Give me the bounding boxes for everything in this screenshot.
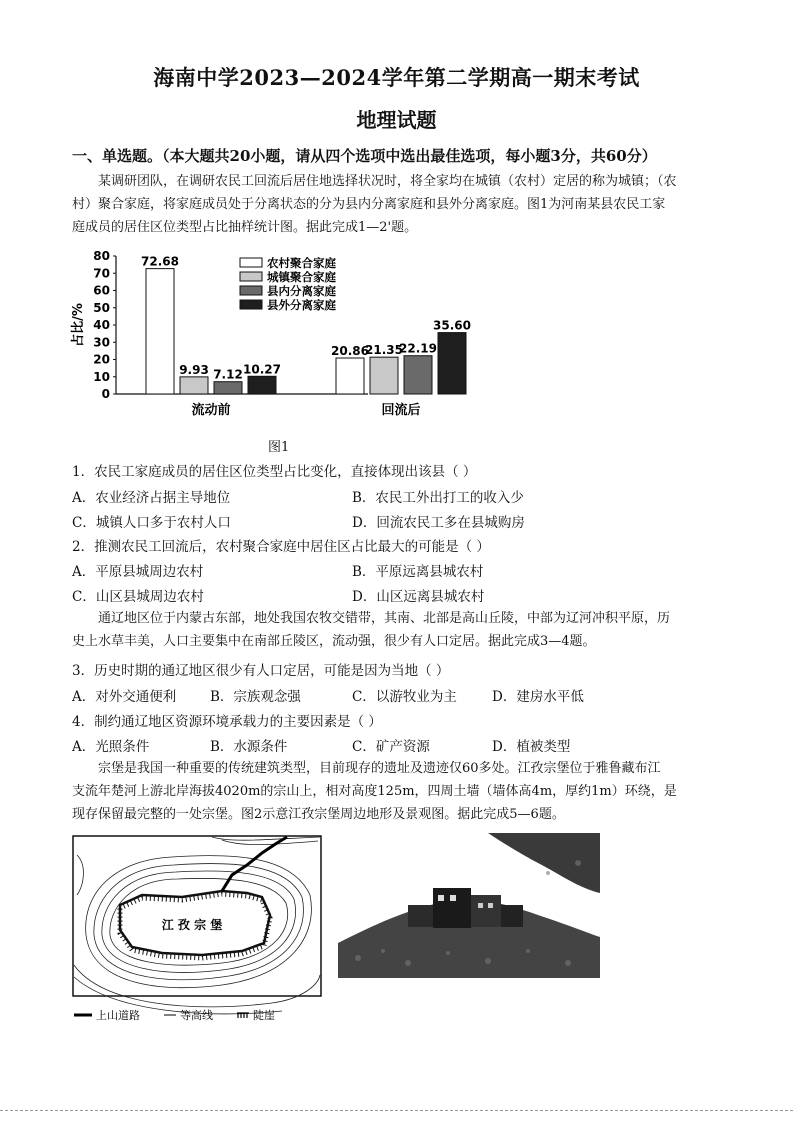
exam-subtitle: 地理试题 — [356, 108, 437, 132]
passage-1-line-1: 某调研团队，在调研农民工回流后居住地选择状况时，将全家均在城镇（农村）定居的称为城镇；（农 — [98, 174, 677, 189]
figure-1-bar-chart — [71, 248, 471, 423]
legend-label: 县外分离家庭 — [267, 298, 336, 312]
legend-swatch — [240, 258, 262, 267]
question-4-option-d[interactable]: D．植被类型 — [492, 739, 571, 755]
x-category-label: 流动前 — [191, 403, 231, 418]
question-4-option-b[interactable]: B．水源条件 — [210, 739, 288, 755]
passage-2-line-2: 史上水草丰美，人口主要集中在南部丘陵区，流动强，很少有人口定居。据此完成3—4题。 — [72, 634, 596, 649]
y-tick-label: 80 — [93, 249, 110, 263]
passage-2-line-1: 通辽地区位于内蒙古东部，地处我国农牧交错带，其南、北部是高山丘陵，中部为辽河冲积平原，历 — [98, 611, 671, 626]
bar — [180, 377, 208, 394]
legend-swatch — [240, 286, 262, 295]
question-3-stem: 3．历史时期的通辽地区很少有人口定居，可能是因为当地（ ） — [72, 663, 450, 679]
legend-swatch — [240, 300, 262, 309]
passage-3-line-3: 现存保留最完整的一处宗堡。图2示意江孜宗堡周边地形及景观图。据此完成5—6题。 — [72, 807, 565, 822]
y-tick-label: 60 — [93, 283, 110, 298]
y-tick-label: 40 — [93, 318, 110, 332]
question-3-option-a[interactable]: A．对外交通便利 — [72, 689, 177, 705]
passage-3 — [72, 757, 724, 826]
y-tick-label: 50 — [93, 300, 110, 315]
legend-label: 农村聚合家庭 — [267, 256, 336, 270]
bar — [336, 358, 364, 394]
bar — [438, 333, 466, 394]
bar — [214, 382, 242, 394]
bar — [370, 357, 398, 394]
figure-1-caption: 图1 — [268, 440, 290, 455]
y-tick-label: 30 — [93, 335, 110, 350]
passage-3-line-2: 支流年楚河上游北岸海拔4020m的宗山上，相对高度125m，四周土墙（墙体高4m，厚约1m）环绕，是 — [72, 784, 677, 799]
passage-1 — [72, 170, 724, 239]
bar-value-label: 10.27 — [243, 362, 281, 377]
question-4-stem: 4．制约通辽地区资源环境承载力的主要因素是（ ） — [72, 714, 382, 730]
question-1-stem: 1．农民工家庭成员的居住区位类型占比变化，直接体现出该县（ ） — [72, 464, 477, 480]
question-3-option-c[interactable]: C．以游牧业为主 — [352, 689, 457, 705]
bar-value-label: 21.35 — [365, 343, 403, 358]
figure-2-contour-map — [72, 835, 322, 1030]
question-2-option-d[interactable]: D．山区远离县城农村 — [352, 589, 485, 605]
bar — [404, 356, 432, 394]
question-1-option-c[interactable]: C．城镇人口多于农村人口 — [72, 515, 231, 531]
bar-value-label: 9.93 — [179, 362, 209, 377]
question-2-option-b[interactable]: B．平原远离县城农村 — [352, 564, 484, 580]
fortress-label: 江 孜 宗 堡 — [161, 918, 223, 932]
y-tick-label: 70 — [93, 266, 110, 281]
bar-value-label: 72.68 — [141, 254, 179, 269]
y-tick-label: 10 — [93, 369, 110, 384]
question-4-option-c[interactable]: C．矿产资源 — [352, 739, 430, 755]
section-heading: 一、单选题。（本大题共20小题，请从四个选项中选出最佳选项，每小题3分，共60分） — [72, 147, 657, 165]
bar-value-label: 22.19 — [399, 341, 437, 356]
exam-title: 海南中学2023—2024学年第二学期高一期末考试 — [153, 65, 640, 90]
passage-1-line-2: 村）聚合家庭，将家庭成员处于分离状态的分为县内分离家庭和县外分离家庭。图1为河南某县农民工家 — [72, 197, 666, 212]
question-1-option-b[interactable]: B．农民工外出打工的收入少 — [352, 490, 524, 506]
legend-road-label: 上山道路 — [96, 1009, 140, 1022]
bar — [146, 269, 174, 394]
page-bottom-rule — [0, 1110, 793, 1111]
question-1-option-a[interactable]: A．农业经济占据主导地位 — [72, 490, 231, 506]
question-2-option-c[interactable]: C．山区县城周边农村 — [72, 589, 204, 605]
legend-contour-label: 等高线 — [180, 1009, 213, 1022]
legend-label: 县内分离家庭 — [267, 284, 336, 298]
y-axis-label: 占比/% — [71, 303, 86, 347]
legend-swatch — [240, 272, 262, 281]
passage-3-line-1: 宗堡是我国一种重要的传统建筑类型，目前现存的遗址及遗迹仅60多处。江孜宗堡位于雅鲁藏布江 — [98, 761, 661, 776]
passage-1-line-3: 庭成员的居住区位类型占比抽样统计图。据此完成1—2'题。 — [72, 220, 418, 235]
question-3-option-b[interactable]: B．宗族观念强 — [210, 689, 301, 705]
question-2-option-a[interactable]: A．平原县城周边农村 — [72, 564, 204, 580]
bar — [248, 376, 276, 394]
figure-2-landscape-photo — [338, 833, 600, 978]
legend-label: 城镇聚合家庭 — [267, 270, 336, 284]
y-tick-label: 0 — [101, 387, 110, 401]
question-2-stem: 2．推测农民工回流后，农村聚合家庭中居住区占比最大的可能是（ ） — [72, 539, 490, 555]
bar-value-label: 7.12 — [213, 367, 243, 382]
bar-value-label: 20.86 — [331, 344, 369, 359]
question-1-option-d[interactable]: D．回流农民工多在县城购房 — [352, 515, 525, 531]
y-tick-label: 20 — [93, 352, 110, 367]
passage-2 — [72, 607, 724, 653]
question-4-option-a[interactable]: A．光照条件 — [72, 739, 150, 755]
legend-cliff-label: 陡崖 — [253, 1009, 275, 1022]
bar-value-label: 35.60 — [433, 318, 471, 333]
question-3-option-d[interactable]: D．建房水平低 — [492, 689, 584, 705]
x-category-label: 回流后 — [381, 403, 421, 418]
